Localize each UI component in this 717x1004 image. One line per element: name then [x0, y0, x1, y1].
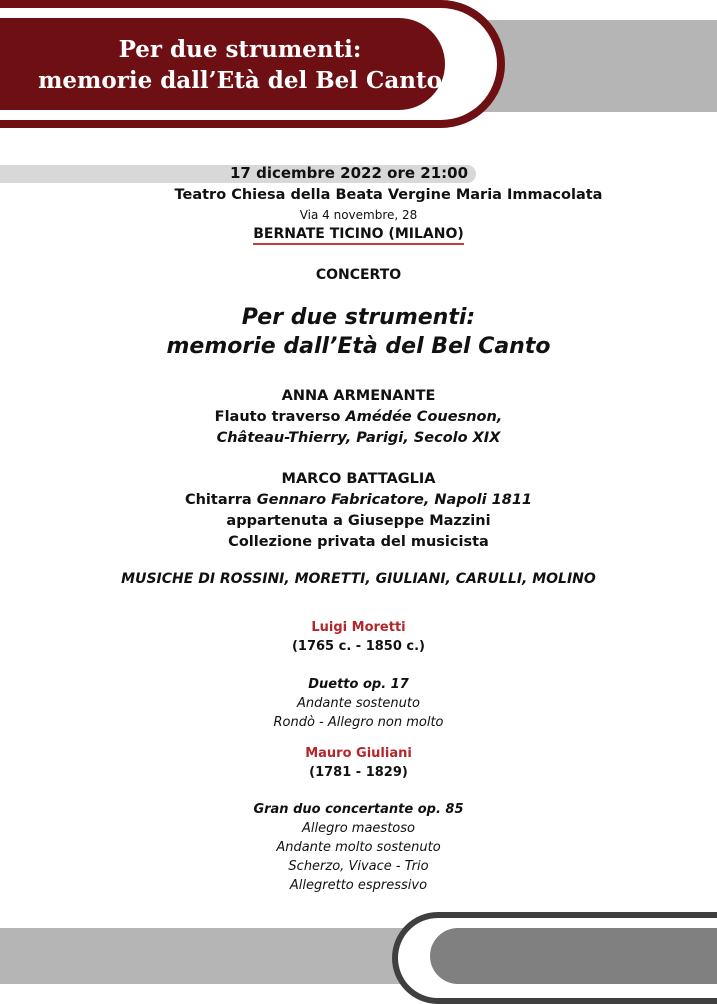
performer-instrument — [0, 407, 717, 428]
header-title-line2: memorie dall’Età del Bel Canto — [38, 67, 442, 94]
movement: Andante sostenuto — [297, 696, 420, 711]
performer-name: MARCO BATTAGLIA — [281, 471, 436, 487]
event-city-text: BERNATE TICINO (MILANO) — [253, 226, 464, 245]
composer-2-work — [0, 800, 717, 895]
movement: Rondò - Allegro non molto — [273, 715, 444, 730]
instrument-label: Flauto traverso — [214, 409, 346, 425]
performer-2 — [0, 469, 717, 553]
movement: Allegro maestoso — [302, 821, 415, 836]
work-title: Duetto op. 17 — [308, 677, 409, 692]
header-title-line1: Per due strumenti: — [118, 36, 362, 63]
composer-years: (1765 c. - 1850 c.) — [291, 639, 426, 654]
program-type: CONCERTO — [315, 267, 402, 283]
event-city — [0, 226, 717, 242]
event-date: 17 dicembre 2022 ore 21:00 — [229, 164, 468, 182]
event-address: Via 4 novembre, 28 — [299, 208, 418, 222]
footer-pill — [430, 928, 717, 984]
event-venue: Teatro Chiesa della Beata Vergine Maria Immacolata — [174, 187, 603, 203]
music-composers-line: MUSICHE DI ROSSINI, MORETTI, GIULIANI, CARULLI, MOLINO — [121, 571, 596, 587]
instrument-maker: Gennaro Fabricatore, Napoli 1811 — [256, 492, 533, 508]
composer-name: Luigi Moretti — [311, 620, 406, 635]
performer-name: ANNA ARMENANTE — [281, 388, 436, 404]
instrument-note-1: appartenuta a Giuseppe Mazzini — [226, 513, 491, 529]
work-title: Gran duo concertante op. 85 — [253, 802, 464, 817]
instrument-origin: Château-Thierry, Parigi, Secolo XIX — [216, 430, 501, 446]
instrument-label: Chitarra — [184, 492, 257, 508]
program-title-line1: Per due strumenti: — [241, 305, 476, 330]
composer-1-work — [0, 675, 717, 732]
composer-name: Mauro Giuliani — [305, 746, 412, 761]
performer-instrument — [0, 490, 717, 511]
footer-gray-band — [0, 928, 430, 984]
performer-1 — [0, 386, 717, 449]
header-title — [0, 34, 480, 96]
instrument-note-2: Collezione privata del musicista — [228, 534, 489, 550]
instrument-maker: Amédée Couesnon, — [345, 409, 503, 425]
movement: Allegretto espressivo — [289, 878, 428, 893]
movement: Andante molto sostenuto — [276, 840, 441, 855]
program-title — [0, 303, 717, 361]
program-title-line2: memorie dall’Età del Bel Canto — [166, 334, 551, 359]
movement: Scherzo, Vivace - Trio — [288, 859, 429, 874]
composer-years: (1781 - 1829) — [309, 765, 408, 780]
